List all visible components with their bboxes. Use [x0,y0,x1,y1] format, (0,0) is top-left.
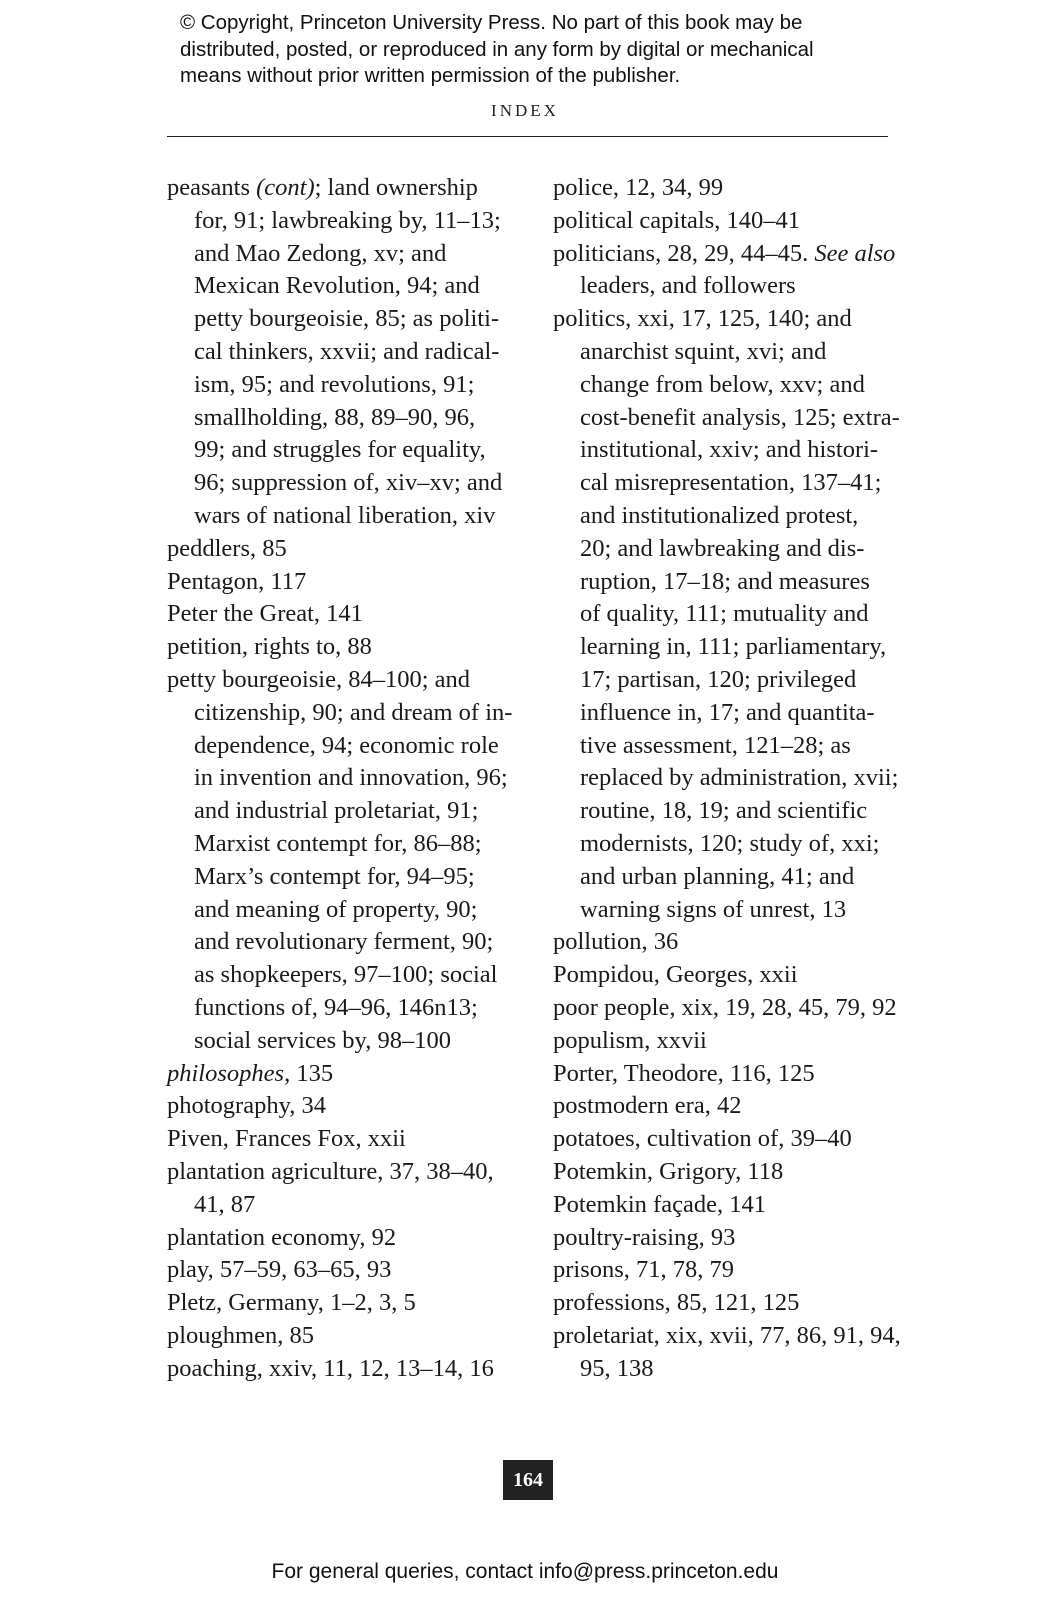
entry-text: prisons, 71, 78, 79 [553,1256,735,1284]
entry-text: and Mao Zedong, xv; and [194,239,447,267]
entry-text: change from below, xxv; and [580,370,865,398]
footer-contact: For general queries, contact info@press.princeton.edu [271,1560,779,1583]
entry-text: Pletz, Germany, 1–2, 3, 5 [167,1289,416,1317]
index-entry-continuation [553,434,903,467]
index-entry [167,172,517,205]
index-entry [167,1353,517,1386]
entry-text: cal misrepresentation, 137–41; [580,469,882,497]
index-entry [167,598,517,631]
index-entry-continuation [553,1353,903,1386]
entry-text: and urban planning, 41; and [580,862,855,890]
index-entry [553,172,903,205]
entry-text: Peter the Great, 141 [167,600,363,628]
entry-text: institutional, xxiv; and histori- [580,436,879,464]
entry-text: politics, xxi, 17, 125, 140; and [553,305,852,333]
entry-text: tive assessment, 121–28; as [580,731,851,759]
index-entry-continuation [553,533,903,566]
entry-text: and industrial proletariat, 91; [194,797,479,825]
index-entry [167,1287,517,1320]
index-entry [553,238,903,271]
entry-text: Pentagon, 117 [167,567,307,595]
index-entry-continuation [167,434,517,467]
index-entry [167,1058,517,1091]
entry-text: proletariat, xix, xvii, 77, 86, 91, 94, [553,1321,901,1349]
entry-text: peasants [167,174,257,201]
entry-text: routine, 18, 19; and scientific [580,797,868,825]
index-entry-continuation [553,697,903,730]
entry-text: petition, rights to, 88 [167,633,372,661]
entry-text: ploughmen, 85 [167,1321,314,1349]
index-column-right [553,172,903,1385]
index-entry [167,1156,517,1189]
header-rule [167,136,888,137]
entry-text: ; land ownership [314,174,478,201]
index-entry [553,1025,903,1058]
entry-text: poaching, xxiv, 11, 12, 13–14, 16 [167,1354,494,1382]
entry-text: smallholding, 88, 89–90, 96, [194,403,476,431]
index-entry-continuation [553,369,903,402]
entry-text: Pompidou, Georges, xxii [553,961,798,989]
index-entry [167,664,517,697]
index-entry [553,926,903,959]
index-entry-continuation [167,1189,517,1222]
index-entry-continuation [167,336,517,369]
copyright-notice [180,10,900,90]
entry-text: wars of national liberation, xiv [194,501,496,529]
index-entry-continuation [167,697,517,730]
copyright-line: © Copyright, Princeton University Press. No part of this book may be [180,11,803,34]
page-number: 164 [503,1460,553,1500]
entry-text: Potemkin, Grigory, 118 [553,1157,784,1185]
index-entry-continuation [553,336,903,369]
index-entry [167,533,517,566]
index-entry-continuation [553,828,903,861]
index-entry-continuation [553,402,903,435]
entry-text: of quality, 111; mutuality and [580,600,869,628]
entry-text: 96; suppression of, xiv–xv; and [194,469,503,497]
index-entry-continuation [553,566,903,599]
entry-text: photography, 34 [167,1092,326,1120]
index-entry [167,1254,517,1287]
entry-text: for, 91; lawbreaking by, 11–13; [194,206,501,234]
copyright-line: means without prior written permission of the publisher. [180,64,681,87]
entry-text: and revolutionary ferment, 90; [194,928,494,956]
entry-text: Potemkin façade, 141 [553,1190,766,1218]
entry-text: Marx’s contempt for, 94–95; [194,862,475,890]
italic-text: See also [814,239,896,267]
index-column-left [167,172,517,1385]
entry-text: police, 12, 34, 99 [553,174,724,201]
index-entry-continuation [167,992,517,1025]
entry-text: political capitals, 140–41 [553,206,800,234]
index-entry-continuation [553,631,903,664]
entry-text: and institutionalized protest, [580,501,859,529]
index-entry-continuation [167,1025,517,1058]
index-entry [553,959,903,992]
entry-text: Piven, Frances Fox, xxii [167,1125,406,1153]
index-entry-continuation [553,894,903,927]
entry-text: citizenship, 90; and dream of in- [194,698,513,726]
entry-text: Marxist contempt for, 86–88; [194,829,482,857]
index-entry-continuation [167,959,517,992]
entry-text: dependence, 94; economic role [194,731,499,759]
index-entry-continuation [167,467,517,500]
index-entry-continuation [553,664,903,697]
entry-text: politicians, 28, 29, 44–45. [553,239,815,267]
index-entry-continuation [553,500,903,533]
index-entry [553,1254,903,1287]
entry-text: 41, 87 [194,1190,256,1218]
index-entry-continuation [167,270,517,303]
entry-text: cost-benefit analysis, 125; extra- [580,403,900,431]
entry-text: replaced by administration, xvii; [580,764,899,792]
index-entry [167,566,517,599]
entry-text: as shopkeepers, 97–100; social [194,961,498,989]
index-entry-continuation [167,500,517,533]
index-entry [553,303,903,336]
entry-text: poultry-raising, 93 [553,1223,736,1251]
index-entry-continuation [167,238,517,271]
index-entry [167,1090,517,1123]
index-entry-continuation [167,926,517,959]
entry-text: plantation agriculture, 37, 38–40, [167,1157,494,1185]
index-entry [167,631,517,664]
entry-text: anarchist squint, xvi; and [580,337,827,365]
italic-text: philosophes [167,1059,285,1087]
index-entry-continuation [553,270,903,303]
index-entry-continuation [167,730,517,763]
entry-text: play, 57–59, 63–65, 93 [167,1256,392,1284]
entry-text: social services by, 98–100 [194,1026,451,1054]
entry-text: petty bourgeoisie, 84–100; and [167,665,471,693]
index-entry-continuation [553,795,903,828]
index-entry [553,1287,903,1320]
index-entry [553,1156,903,1189]
index-entry [167,1320,517,1353]
italic-text: (cont) [256,174,315,201]
entry-text: warning signs of unrest, 13 [580,895,847,923]
entry-text: Mexican Revolution, 94; and [194,272,480,300]
index-entry [553,1123,903,1156]
index-entry [553,992,903,1025]
index-entry-continuation [553,467,903,500]
entry-text: Porter, Theodore, 116, 125 [553,1059,815,1087]
entry-text: in invention and innovation, 96; [194,764,508,792]
index-entry-continuation [553,762,903,795]
entry-text: influence in, 17; and quantita- [580,698,875,726]
entry-text: peddlers, 85 [167,534,287,562]
index-entry [553,205,903,238]
entry-text: 17; partisan, 120; privileged [580,665,857,693]
entry-text: potatoes, cultivation of, 39–40 [553,1125,852,1153]
index-entry [553,1090,903,1123]
entry-text: plantation economy, 92 [167,1223,397,1251]
copyright-line: distributed, posted, or reproduced in any form by digital or mechanical [180,37,814,61]
index-entry [167,1222,517,1255]
index-entry-continuation [167,828,517,861]
index-entry-continuation [553,730,903,763]
entry-text: modernists, 120; study of, xxi; [580,829,880,857]
entry-text: ism, 95; and revolutions, 91; [194,370,475,398]
index-entry [553,1320,903,1353]
entry-text: 20; and lawbreaking and dis- [580,534,865,562]
index-entry-continuation [167,861,517,894]
index-entry-continuation [167,762,517,795]
entry-text: postmodern era, 42 [553,1092,742,1120]
entry-text: learning in, 111; parliamentary, [580,633,887,661]
index-entry [553,1222,903,1255]
entry-text: cal thinkers, xxvii; and radical- [194,337,500,365]
index-entry-continuation [167,795,517,828]
entry-text: and meaning of property, 90; [194,895,478,923]
index-entry [167,1123,517,1156]
entry-text: 95, 138 [580,1354,654,1382]
entry-text: professions, 85, 121, 125 [553,1289,800,1317]
index-entry-continuation [167,303,517,336]
entry-text: populism, xxvii [553,1026,707,1054]
running-head: INDEX [491,101,559,120]
index-entry-continuation [553,598,903,631]
entry-text: , 135 [284,1059,334,1087]
index-entry-continuation [167,369,517,402]
index-entry-continuation [167,402,517,435]
entry-text: pollution, 36 [553,928,679,956]
entry-text: ruption, 17–18; and measures [580,567,870,595]
entry-text: functions of, 94–96, 146n13; [194,993,478,1021]
index-entry-continuation [167,894,517,927]
entry-text: 99; and struggles for equality, [194,436,486,464]
entry-text: leaders, and followers [580,272,796,300]
index-entry [553,1058,903,1091]
index-entry-continuation [167,205,517,238]
entry-text: petty bourgeoisie, 85; as politi- [194,305,500,333]
index-entry [553,1189,903,1222]
entry-text: poor people, xix, 19, 28, 45, 79, 92 [553,993,897,1021]
index-entry-continuation [553,861,903,894]
